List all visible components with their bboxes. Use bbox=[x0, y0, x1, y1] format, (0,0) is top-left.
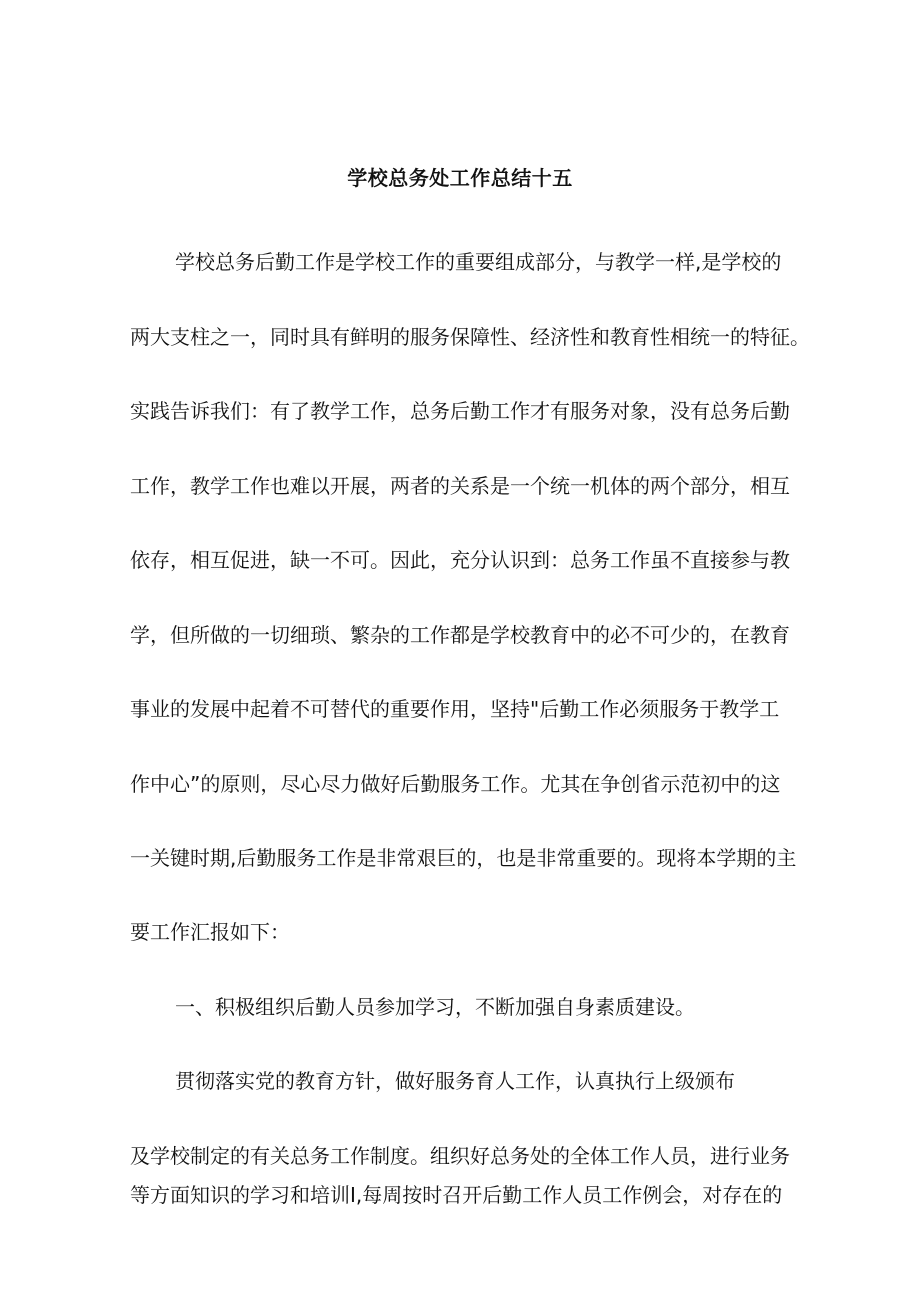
paragraph-line-1: 学校总务后勤工作是学校工作的重要组成部分，与教学一样,是学校的 bbox=[175, 250, 782, 274]
paragraph-line-5: 依存，相互促进，缺一不可。因此，充分认识到：总务工作虽不直接参与教 bbox=[130, 548, 790, 572]
paragraph-line-10: 要工作汇报如下： bbox=[130, 920, 290, 944]
paragraph-line-13: 等方面知识的学习和培训I,每周按时召开后勤工作人员工作例会，对存在的 bbox=[130, 1183, 783, 1207]
paragraph-line-11: 贯彻落实党的教育方针，做好服务育人工作，认真执行上级颁布 bbox=[175, 1069, 735, 1093]
paragraph-line-3: 实践告诉我们：有了教学工作，总务后勤工作才有服务对象，没有总务后勤 bbox=[130, 399, 790, 423]
paragraph-line-2: 两大支柱之一，同时具有鲜明的服务保障性、经济性和教育性相统一的特征。 bbox=[130, 325, 810, 349]
paragraph-line-7: 事业的发展中起着不可替代的重要作用，坚持"后勤工作必须服务于教学工 bbox=[130, 697, 780, 721]
paragraph-line-6: 学，但所做的一切细琐、繁杂的工作都是学校教育中的必不可少的，在教育 bbox=[130, 623, 790, 647]
document-title: 学校总务处工作总结十五 bbox=[347, 166, 573, 190]
section-heading-1: 一、积极组织后勤人员参加学习，不断加强自身素质建设。 bbox=[175, 995, 695, 1019]
paragraph-line-12: 及学校制定的有关总务工作制度。组织好总务处的全体工作人员，进行业务 bbox=[130, 1144, 790, 1168]
paragraph-line-8: 作中心”的原则，尽心尽力做好后勤服务工作。尤其在争创省示范初中的这 bbox=[130, 772, 781, 796]
paragraph-line-4: 工作，教学工作也难以开展，两者的关系是一个统一机体的两个部分，相互 bbox=[130, 474, 790, 498]
paragraph-line-9: 一关键时期,后勤服务工作是非常艰巨的，也是非常重要的。现将本学期的主 bbox=[130, 846, 797, 870]
